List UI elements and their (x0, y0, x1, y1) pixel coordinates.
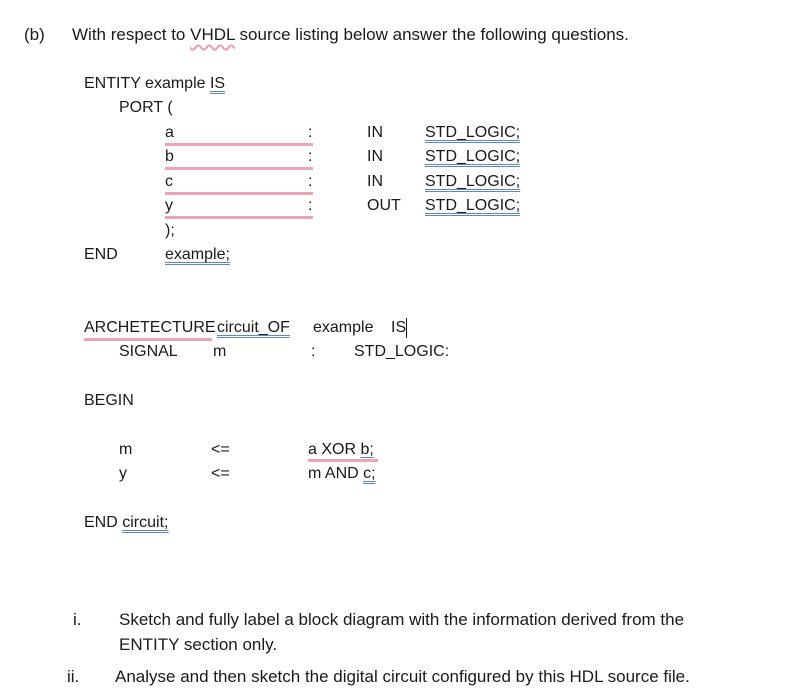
port-colon-b: : (308, 148, 313, 165)
port-name-y: y (165, 197, 173, 214)
port-dir-y: OUT (367, 197, 401, 214)
port-type-c: STD_LOGIC; (425, 173, 521, 190)
entity-is-keyword: IS (209, 75, 226, 92)
port-close: ); (165, 222, 175, 239)
assign-target-m: m (119, 441, 133, 458)
port-dir-c: IN (367, 173, 383, 190)
entity-end-keyword: END (84, 246, 118, 263)
subquestion-text-ii: Analyse and then sketch the digital circuit configured by this HDL source file. (115, 667, 690, 686)
spell-mark (165, 216, 313, 219)
spell-mark (165, 143, 313, 146)
architecture-keyword: ARCHETECTURE (84, 319, 216, 336)
port-name-a: a (165, 124, 174, 141)
architecture-is-keyword: IS (391, 319, 407, 336)
signal-type: STD_LOGIC: (354, 343, 450, 360)
assign-op-m: <= (211, 441, 230, 458)
port-name-c: c (165, 173, 173, 190)
subquestion-text-i-line1: Sketch and fully label a block diagram with the information derived from the (119, 610, 685, 629)
architecture-end-name: circuit; (122, 514, 169, 531)
architecture-name: circuit_OF (217, 319, 290, 336)
spell-mark (165, 192, 313, 195)
begin-keyword: BEGIN (84, 392, 134, 409)
question-label: (b) (24, 25, 45, 44)
architecture-entity-name: example (313, 319, 374, 336)
subquestion-text-i-line2: ENTITY section only. (119, 635, 278, 654)
entity-end-name: example; (165, 246, 230, 263)
question-text: With respect to VHDL source listing below answer the following questions. (72, 25, 629, 44)
architecture-end: END circuit; (84, 514, 169, 531)
port-colon-y: : (308, 197, 313, 214)
assign-expr-y: m AND c; (308, 465, 376, 482)
port-type-y: STD_LOGIC; (425, 197, 521, 214)
spell-mark (165, 167, 313, 170)
port-name-b: b (165, 148, 174, 165)
signal-name: m (213, 343, 227, 360)
subquestion-number-ii: ii. (67, 667, 80, 686)
assign-expr-m: a XOR b; (308, 441, 374, 458)
subquestion-number-i: i. (73, 610, 82, 629)
spell-mark (308, 459, 378, 462)
port-dir-a: IN (367, 124, 383, 141)
signal-colon: : (311, 343, 316, 360)
port-keyword: PORT ( (119, 99, 173, 116)
port-type-b: STD_LOGIC; (425, 148, 521, 165)
port-type-a: STD_LOGIC; (425, 124, 521, 141)
assign-op-y: <= (211, 465, 230, 482)
entity-declaration: ENTITY example IS (84, 75, 226, 92)
text-cursor (406, 318, 407, 338)
port-colon-c: : (308, 173, 313, 190)
vhdl-term: VHDL (190, 25, 235, 44)
spell-mark (84, 338, 212, 341)
port-colon-a: : (308, 124, 313, 141)
signal-keyword: SIGNAL (119, 343, 178, 360)
port-dir-b: IN (367, 148, 383, 165)
assign-target-y: y (119, 465, 127, 482)
